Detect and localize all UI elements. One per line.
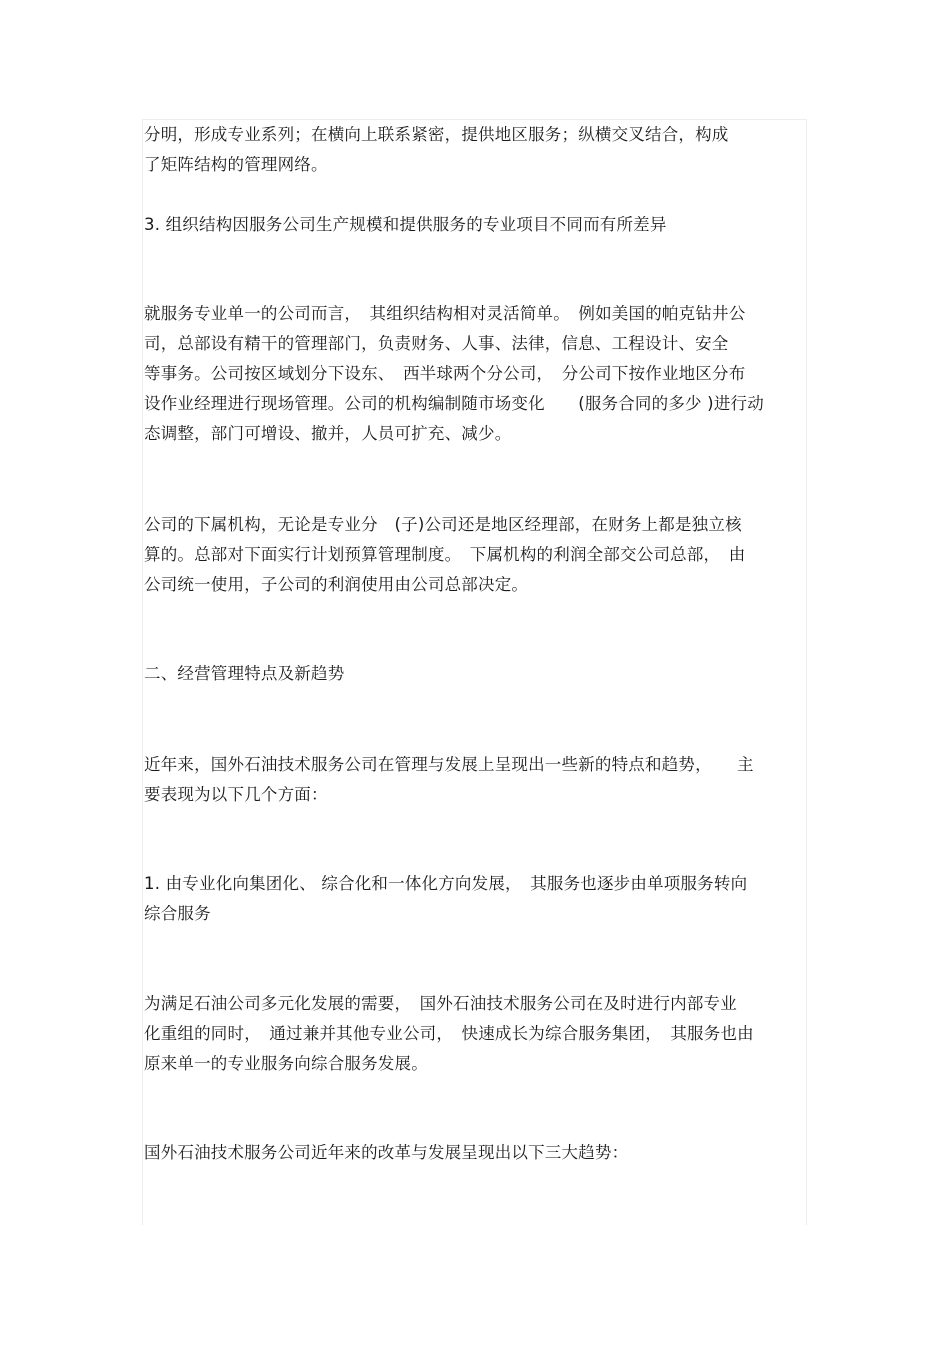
paragraph-line: 就服务专业单一的公司而言， 其组织结构相对灵活简单。 例如美国的帕克钻井公 [144,304,746,323]
paragraph-line: 近年来，国外石油技术服务公司在管理与发展上呈现出一些新的特点和趋势， 主 [144,755,754,774]
paragraph-line: 等事务。公司按区域划分下设东、 西半球两个分公司， 分公司下按作业地区分布 [144,364,746,383]
paragraph-line: 为满足石油公司多元化发展的需要， 国外石油技术服务公司在及时进行内部专业 [144,994,737,1013]
paragraph-line: 分明，形成专业系列；在横向上联系紧密，提供地区服务；纵横交叉结合，构成 [144,125,729,144]
section-heading: 综合服务 [144,904,211,923]
paragraph-line: 国外石油技术服务公司近年来的改革与发展呈现出以下三大趋势： [144,1143,629,1162]
paragraph-line: 了矩阵结构的管理网络。 [144,155,328,174]
paragraph-line: 化重组的同时， 通过兼并其他专业公司， 快速成长为综合服务集团， 其服务也由 [144,1024,754,1043]
paragraph-line: 司，总部设有精干的管理部门，负责财务、人事、法律，信息、工程设计、安全 [144,334,729,353]
paragraph-line: 要表现为以下几个方面： [144,785,328,804]
section-heading: 1. 由专业化向集团化、 综合化和一体化方向发展， 其服务也逐步由单项服务转向 [144,874,748,893]
section-heading: 二、经营管理特点及新趋势 [144,664,345,683]
paragraph-line: 公司的下属机构，无论是专业分 (子)公司还是地区经理部，在财务上都是独立核 [144,515,742,534]
paragraph-line: 态调整，部门可增设、撤并，人员可扩充、减少。 [144,424,512,443]
paragraph-line: 算的。总部对下面实行计划预算管理制度。 下属机构的利润全部交公司总部， 由 [144,545,746,564]
paragraph-line: 公司统一使用，子公司的利润使用由公司总部决定。 [144,575,529,594]
paragraph-line: 原来单一的专业服务向综合服务发展。 [144,1054,428,1073]
paragraph-line: 设作业经理进行现场管理。公司的机构编制随市场变化 (服务合同的多少 )进行动 [144,394,764,413]
section-heading: 3. 组织结构因服务公司生产规模和提供服务的专业项目不同而有所差异 [144,215,667,234]
